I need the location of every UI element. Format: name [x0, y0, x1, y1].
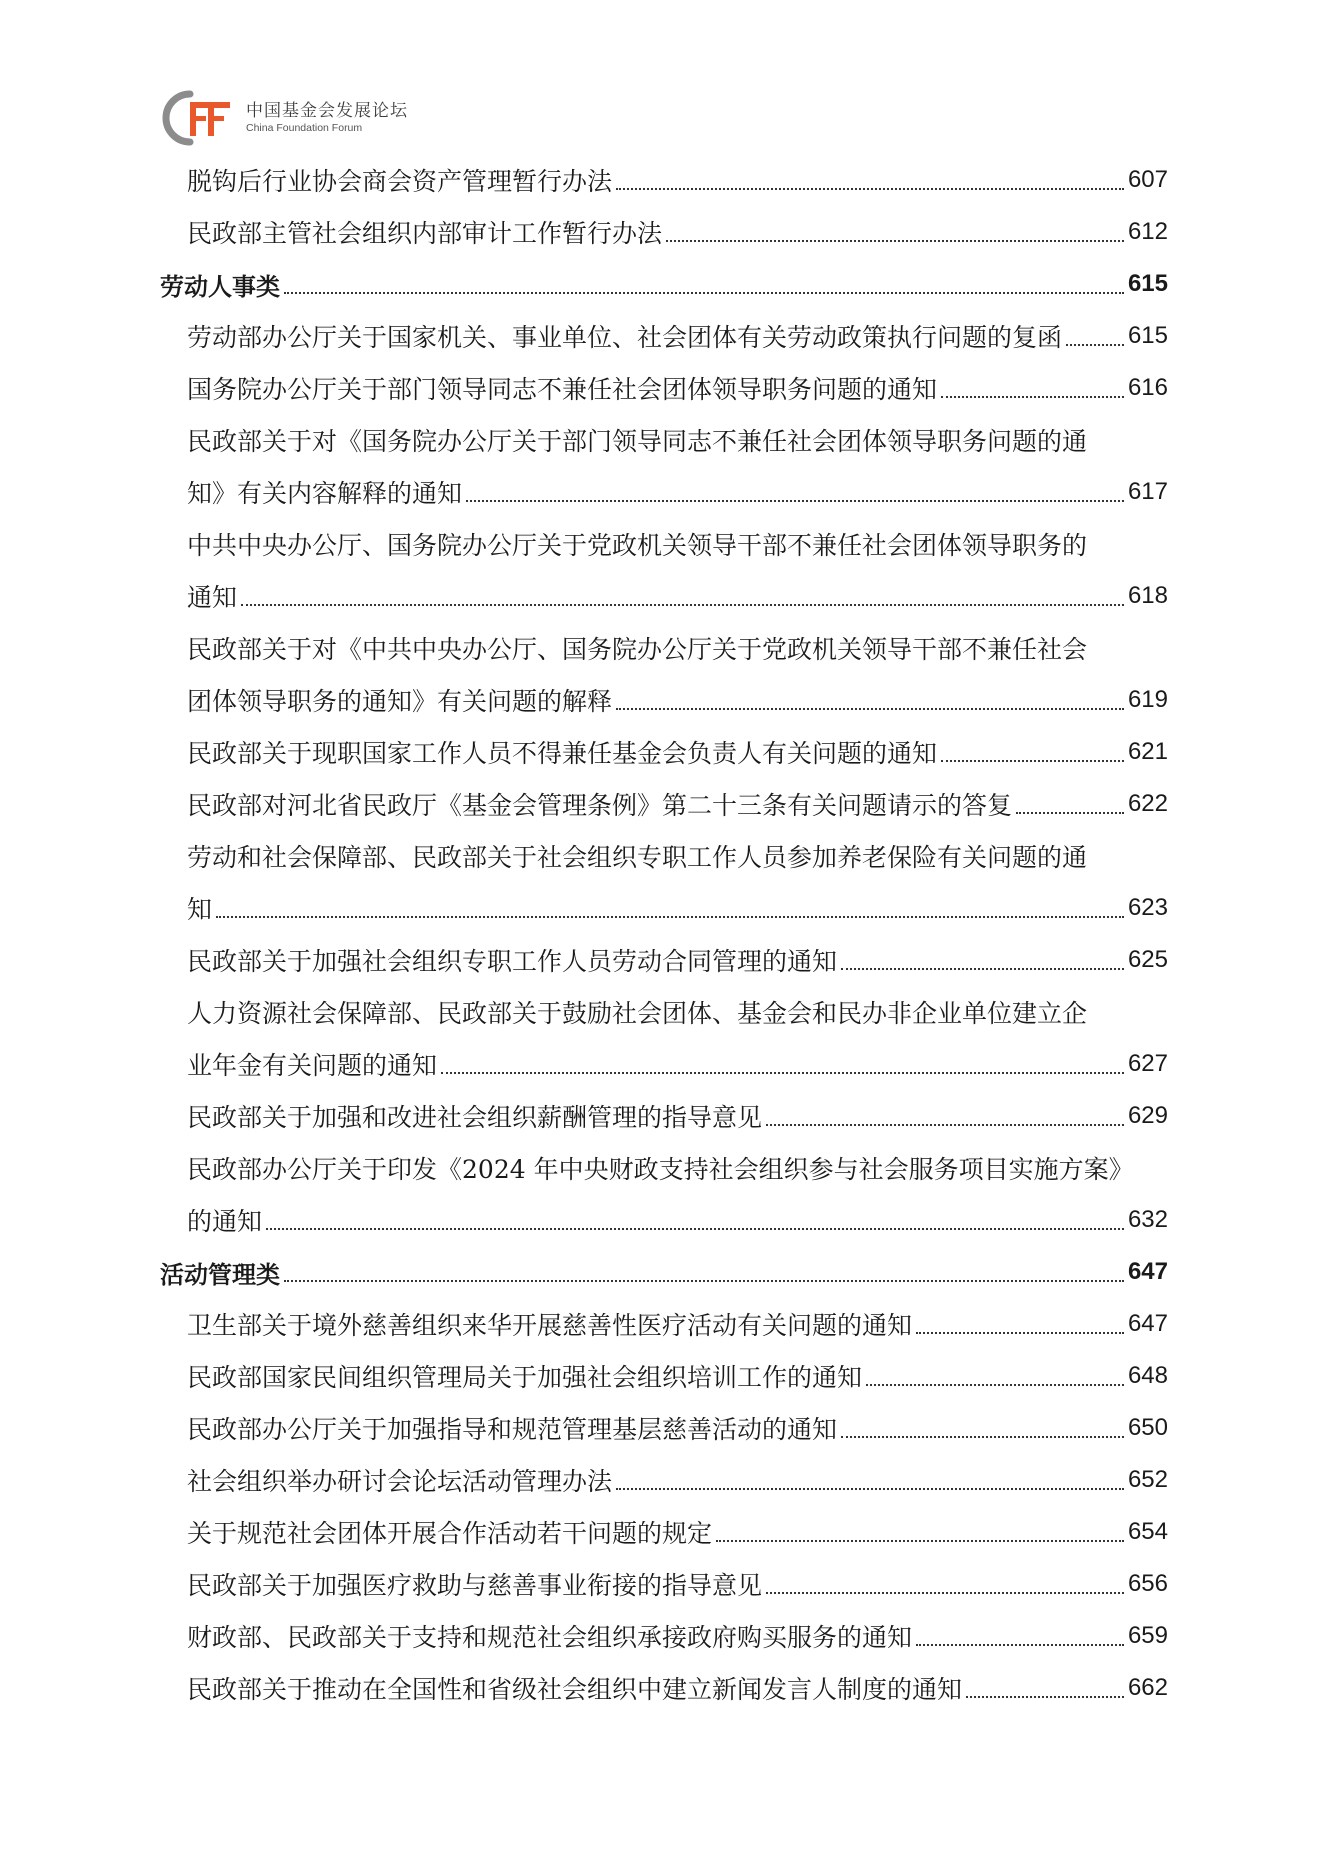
toc-entry-title: 社会组织举办研讨会论坛活动管理办法: [187, 1467, 613, 1496]
toc-page-number: 617: [1127, 478, 1168, 505]
toc-entry-line2[interactable]: [160, 882, 1168, 934]
toc-section-heading[interactable]: [160, 258, 1168, 310]
toc-entry-title: 民政部对河北省民政厅《基金会管理条例》第二十三条有关问题请示的答复: [187, 791, 1013, 820]
toc-page-number: 615: [1127, 322, 1168, 349]
toc-entry-title: 脱钩后行业协会商会资产管理暂行办法: [187, 167, 613, 196]
dot-leader: [616, 188, 1124, 190]
toc-page-number: 647: [1127, 1310, 1168, 1337]
table-of-contents: [160, 154, 1168, 1714]
toc-page-number: 623: [1127, 894, 1168, 921]
toc-entry-line1[interactable]: [160, 830, 1168, 882]
toc-page-number: 656: [1127, 1570, 1168, 1597]
toc-page-number: 659: [1127, 1622, 1168, 1649]
toc-entry-line2[interactable]: [160, 466, 1168, 518]
dot-leader: [1066, 344, 1124, 346]
toc-heading-title: 劳动人事类: [160, 272, 280, 301]
toc-entry-line1[interactable]: [160, 622, 1168, 674]
toc-entry[interactable]: [160, 778, 1168, 830]
logo-text: [246, 101, 408, 135]
dot-leader: [284, 292, 1124, 294]
toc-page-number: 652: [1127, 1466, 1168, 1493]
toc-page-number: 629: [1127, 1102, 1168, 1129]
toc-entry[interactable]: [160, 1402, 1168, 1454]
toc-entry[interactable]: [160, 1662, 1168, 1714]
toc-entry-title: 人力资源社会保障部、民政部关于鼓励社会团体、基金会和民办非企业单位建立企: [187, 999, 1088, 1028]
toc-entry-title: 民政部主管社会组织内部审计工作暂行办法: [187, 219, 663, 248]
dot-leader: [441, 1072, 1124, 1074]
toc-page-number: 615: [1127, 270, 1168, 297]
toc-entry[interactable]: [160, 1350, 1168, 1402]
toc-entry[interactable]: [160, 1454, 1168, 1506]
toc-entry[interactable]: [160, 362, 1168, 414]
toc-entry-title: 民政部关于加强医疗救助与慈善事业衔接的指导意见: [187, 1571, 763, 1600]
toc-page-number: 612: [1127, 218, 1168, 245]
toc-entry-title: 民政部关于对《国务院办公厅关于部门领导同志不兼任社会团体领导职务问题的通: [187, 427, 1088, 456]
toc-entry-title: 民政部国家民间组织管理局关于加强社会组织培训工作的通知: [187, 1363, 863, 1392]
logo-name-cn: 中国基金会发展论坛: [246, 101, 408, 121]
dot-leader: [841, 968, 1124, 970]
toc-entry-title: 民政部办公厅关于加强指导和规范管理基层慈善活动的通知: [187, 1415, 838, 1444]
toc-entry[interactable]: [160, 1610, 1168, 1662]
toc-entry-title: 中共中央办公厅、国务院办公厅关于党政机关领导干部不兼任社会团体领导职务的: [187, 531, 1088, 560]
toc-entry[interactable]: [160, 206, 1168, 258]
toc-entry-title: 知: [187, 895, 213, 924]
dot-leader: [1016, 812, 1124, 814]
toc-entry[interactable]: [160, 310, 1168, 362]
toc-page-number: 650: [1127, 1414, 1168, 1441]
dot-leader: [966, 1696, 1124, 1698]
toc-entry-title: 民政部关于推动在全国性和省级社会组织中建立新闻发言人制度的通知: [187, 1675, 963, 1704]
toc-entry-line2[interactable]: [160, 674, 1168, 726]
toc-page-number: 654: [1127, 1518, 1168, 1545]
toc-page-number: 621: [1127, 738, 1168, 765]
dot-leader: [241, 604, 1124, 606]
dot-leader: [916, 1332, 1124, 1334]
toc-entry-line2[interactable]: [160, 570, 1168, 622]
header: [160, 88, 408, 148]
toc-entry[interactable]: [160, 1506, 1168, 1558]
toc-entry-title: 关于规范社会团体开展合作活动若干问题的规定: [187, 1519, 713, 1548]
toc-entry-line1[interactable]: [160, 414, 1168, 466]
toc-entry[interactable]: [160, 934, 1168, 986]
toc-entry-title: 民政部关于加强和改进社会组织薪酬管理的指导意见: [187, 1103, 763, 1132]
toc-entry[interactable]: [160, 1298, 1168, 1350]
dot-leader: [766, 1592, 1124, 1594]
toc-page-number: 647: [1127, 1258, 1168, 1285]
dot-leader: [941, 396, 1124, 398]
dot-leader: [716, 1540, 1124, 1542]
dot-leader: [284, 1280, 1124, 1282]
toc-entry-title: 民政部关于对《中共中央办公厅、国务院办公厅关于党政机关领导干部不兼任社会: [187, 635, 1088, 664]
toc-entry[interactable]: [160, 1558, 1168, 1610]
toc-entry-title: 团体领导职务的通知》有关问题的解释: [187, 687, 613, 716]
dot-leader: [916, 1644, 1124, 1646]
logo-name-en: China Foundation Forum: [246, 122, 363, 134]
toc-entry-title: 通知: [187, 583, 238, 612]
toc-entry-title: 财政部、民政部关于支持和规范社会组织承接政府购买服务的通知: [187, 1623, 913, 1652]
cff-logo-icon: [160, 88, 240, 148]
toc-entry-title: 业年金有关问题的通知: [187, 1051, 438, 1080]
toc-page-number: 618: [1127, 582, 1168, 609]
toc-entry-line1[interactable]: [160, 986, 1168, 1038]
toc-page-number: 616: [1127, 374, 1168, 401]
dot-leader: [666, 240, 1124, 242]
toc-page-number: 648: [1127, 1362, 1168, 1389]
toc-entry-title: 的通知: [187, 1207, 263, 1236]
toc-section-heading[interactable]: [160, 1246, 1168, 1298]
toc-entry-title: 卫生部关于境外慈善组织来华开展慈善性医疗活动有关问题的通知: [187, 1311, 913, 1340]
dot-leader: [266, 1228, 1124, 1230]
toc-entry-title: 民政部关于加强社会组织专职工作人员劳动合同管理的通知: [187, 947, 838, 976]
toc-page-number: 632: [1127, 1206, 1168, 1233]
toc-entry-line1[interactable]: [160, 518, 1168, 570]
toc-entry-title: 劳动和社会保障部、民政部关于社会组织专职工作人员参加养老保险有关问题的通: [187, 843, 1088, 872]
dot-leader: [466, 500, 1124, 502]
toc-entry-title: 国务院办公厅关于部门领导同志不兼任社会团体领导职务问题的通知: [187, 375, 938, 404]
dot-leader: [616, 708, 1124, 710]
dot-leader: [866, 1384, 1124, 1386]
toc-entry-line2[interactable]: [160, 1038, 1168, 1090]
toc-page-number: 625: [1127, 946, 1168, 973]
toc-entry-title: 劳动部办公厅关于国家机关、事业单位、社会团体有关劳动政策执行问题的复函: [187, 323, 1063, 352]
dot-leader: [216, 916, 1124, 918]
toc-entry[interactable]: [160, 154, 1168, 206]
toc-entry-title: 民政部办公厅关于印发《2024 年中央财政支持社会组织参与社会服务项目实施方案》: [187, 1155, 1134, 1184]
dot-leader: [841, 1436, 1124, 1438]
dot-leader: [616, 1488, 1124, 1490]
toc-entry-title: 民政部关于现职国家工作人员不得兼任基金会负责人有关问题的通知: [187, 739, 938, 768]
toc-entry-title: 知》有关内容解释的通知: [187, 479, 463, 508]
toc-page-number: 662: [1127, 1674, 1168, 1701]
toc-page-number: 619: [1127, 686, 1168, 713]
dot-leader: [766, 1124, 1124, 1126]
toc-entry-line2[interactable]: [160, 1194, 1168, 1246]
dot-leader: [941, 760, 1124, 762]
toc-entry[interactable]: [160, 726, 1168, 778]
toc-page-number: 622: [1127, 790, 1168, 817]
toc-page-number: 627: [1127, 1050, 1168, 1077]
toc-page-number: 607: [1127, 166, 1168, 193]
toc-entry[interactable]: [160, 1090, 1168, 1142]
toc-heading-title: 活动管理类: [160, 1260, 280, 1289]
toc-entry-line1[interactable]: [160, 1142, 1168, 1194]
